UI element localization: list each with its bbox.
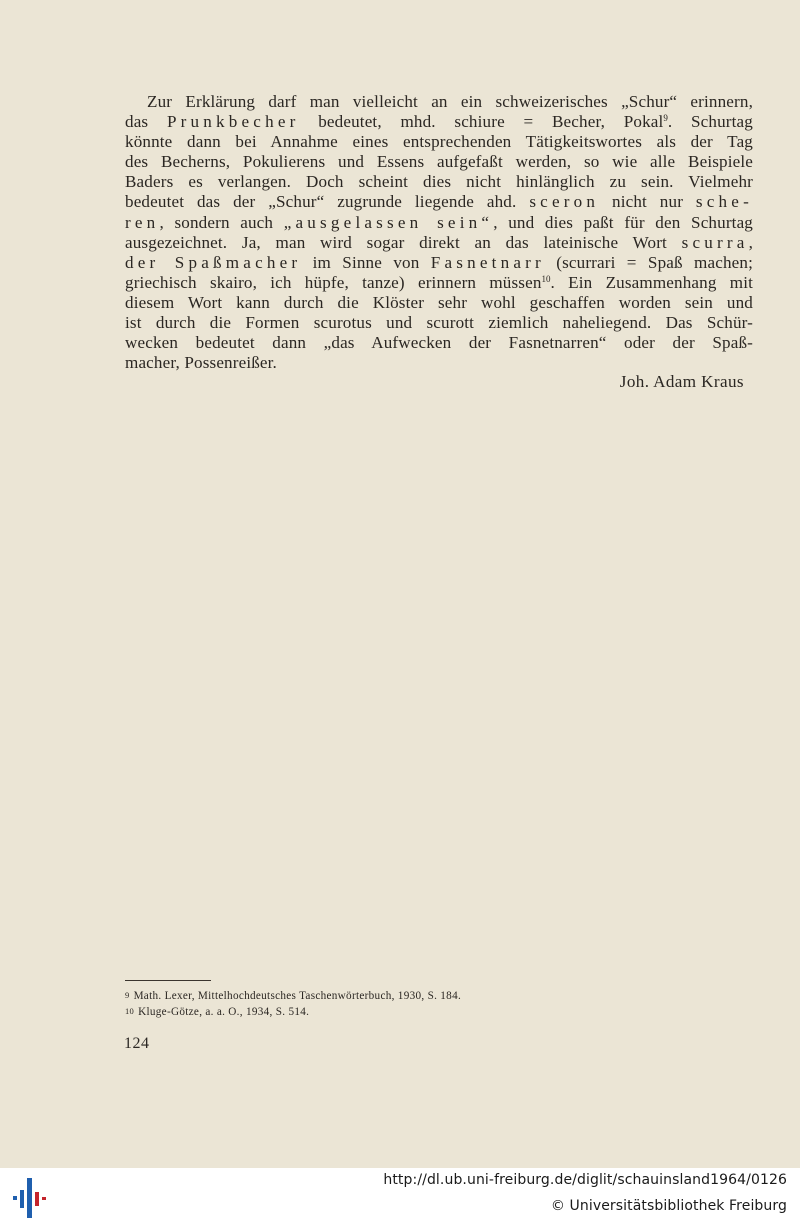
text-line — [125, 152, 753, 172]
footnote-text: Math. Lexer, Mittelhochdeutsches Taschenwörterbuch, 1930, S. 184. — [133, 990, 462, 1002]
spaced-emphasis: sceron — [529, 192, 600, 212]
text-line — [125, 192, 753, 212]
text-line — [125, 333, 753, 353]
page-number: 124 — [124, 1035, 150, 1052]
footnote-reference: 10 — [541, 273, 551, 284]
author-signature: Joh. Adam Kraus — [619, 372, 744, 391]
text-run: (scurrari = Spaß machen; — [544, 252, 753, 272]
text-line — [125, 253, 753, 273]
text-run: im Sinne von — [301, 252, 431, 272]
spaced-emphasis: der Spaßmacher — [125, 252, 302, 272]
text-run: bedeutet das der „Schur“ zugrunde liegende ahd. — [125, 192, 530, 212]
text-line — [125, 92, 753, 112]
footnote-reference: 9 — [663, 113, 668, 124]
text-run: , sondern auch — [159, 212, 284, 232]
text-run: ausgezeichnet. Ja, man wird sogar direkt an das lateinische Wort — [125, 232, 682, 252]
text-run: . Schurtag — [667, 112, 753, 132]
footnote-divider — [125, 980, 211, 981]
text-run: griechisch skairo, ich hüpfe, tanze) erinnern müssen — [125, 272, 542, 292]
spaced-emphasis: sche- — [695, 192, 753, 212]
text-line — [125, 233, 753, 253]
text-line — [125, 132, 753, 152]
text-run: nicht nur — [599, 192, 696, 212]
text-line — [125, 273, 753, 293]
text-line — [125, 293, 753, 313]
text-run: wecken bedeutet dann „das Aufwecken der Fasnetnarren“ oder der Spaß- — [125, 333, 753, 353]
text-run: macher, Possenreißer. — [125, 353, 277, 373]
footnotes — [125, 988, 461, 1020]
footnote-text: Kluge-Götze, a. a. O., 1934, S. 514. — [138, 1006, 310, 1018]
footnote-10 — [125, 1004, 461, 1020]
text-run: . Ein Zusammenhang mit — [550, 272, 753, 292]
spaced-emphasis: „ausgelassen sein“ — [283, 212, 494, 232]
text-run: , — [748, 232, 753, 252]
text-run: , und dies paßt für den Schurtag — [493, 212, 753, 232]
spaced-emphasis: ren — [125, 212, 160, 232]
text-line — [125, 213, 753, 233]
footnote-number: 9 — [125, 990, 130, 1000]
spaced-emphasis: Prunkbecher — [166, 112, 300, 132]
text-line — [125, 353, 753, 373]
text-line — [125, 112, 753, 132]
footnote-9 — [125, 988, 461, 1004]
text-run: könnte dann bei Annahme eines entsprechenden Tätigkeitswortes als der Tag — [125, 132, 753, 152]
article-body — [125, 92, 753, 373]
text-run: das — [125, 112, 167, 132]
text-run: ist durch die Formen scurotus und scurott ziemlich naheliegend. Das Schür- — [125, 313, 753, 333]
spaced-emphasis: Fasnetnarr — [430, 252, 545, 272]
copyright-notice: © Universitätsbibliothek Freiburg — [550, 1198, 787, 1214]
text-run: bedeutet, mhd. schiure = Becher, Pokal — [299, 112, 664, 132]
text-run: Baders es verlangen. Doch scheint dies nicht hinlänglich zu sein. Vielmehr — [125, 172, 753, 192]
text-run: diesem Wort kann durch die Klöster sehr wohl geschaffen worden sein und — [125, 292, 753, 312]
text-run: des Becherns, Pokulierens und Essens aufgefaßt werden, so wie alle Beispiele — [125, 152, 753, 172]
footnote-number: 10 — [125, 1006, 135, 1016]
source-url-link[interactable]: http://dl.ub.uni-freiburg.de/diglit/schauinsland1964/0126 — [383, 1172, 787, 1188]
ub-freiburg-logo-icon — [10, 1176, 50, 1220]
text-line — [125, 172, 753, 192]
text-line — [125, 313, 753, 333]
spaced-emphasis: scurra — [681, 232, 749, 252]
text-run: Zur Erklärung darf man vielleicht an ein schweizerisches „Schur“ erinnern, — [147, 92, 753, 111]
